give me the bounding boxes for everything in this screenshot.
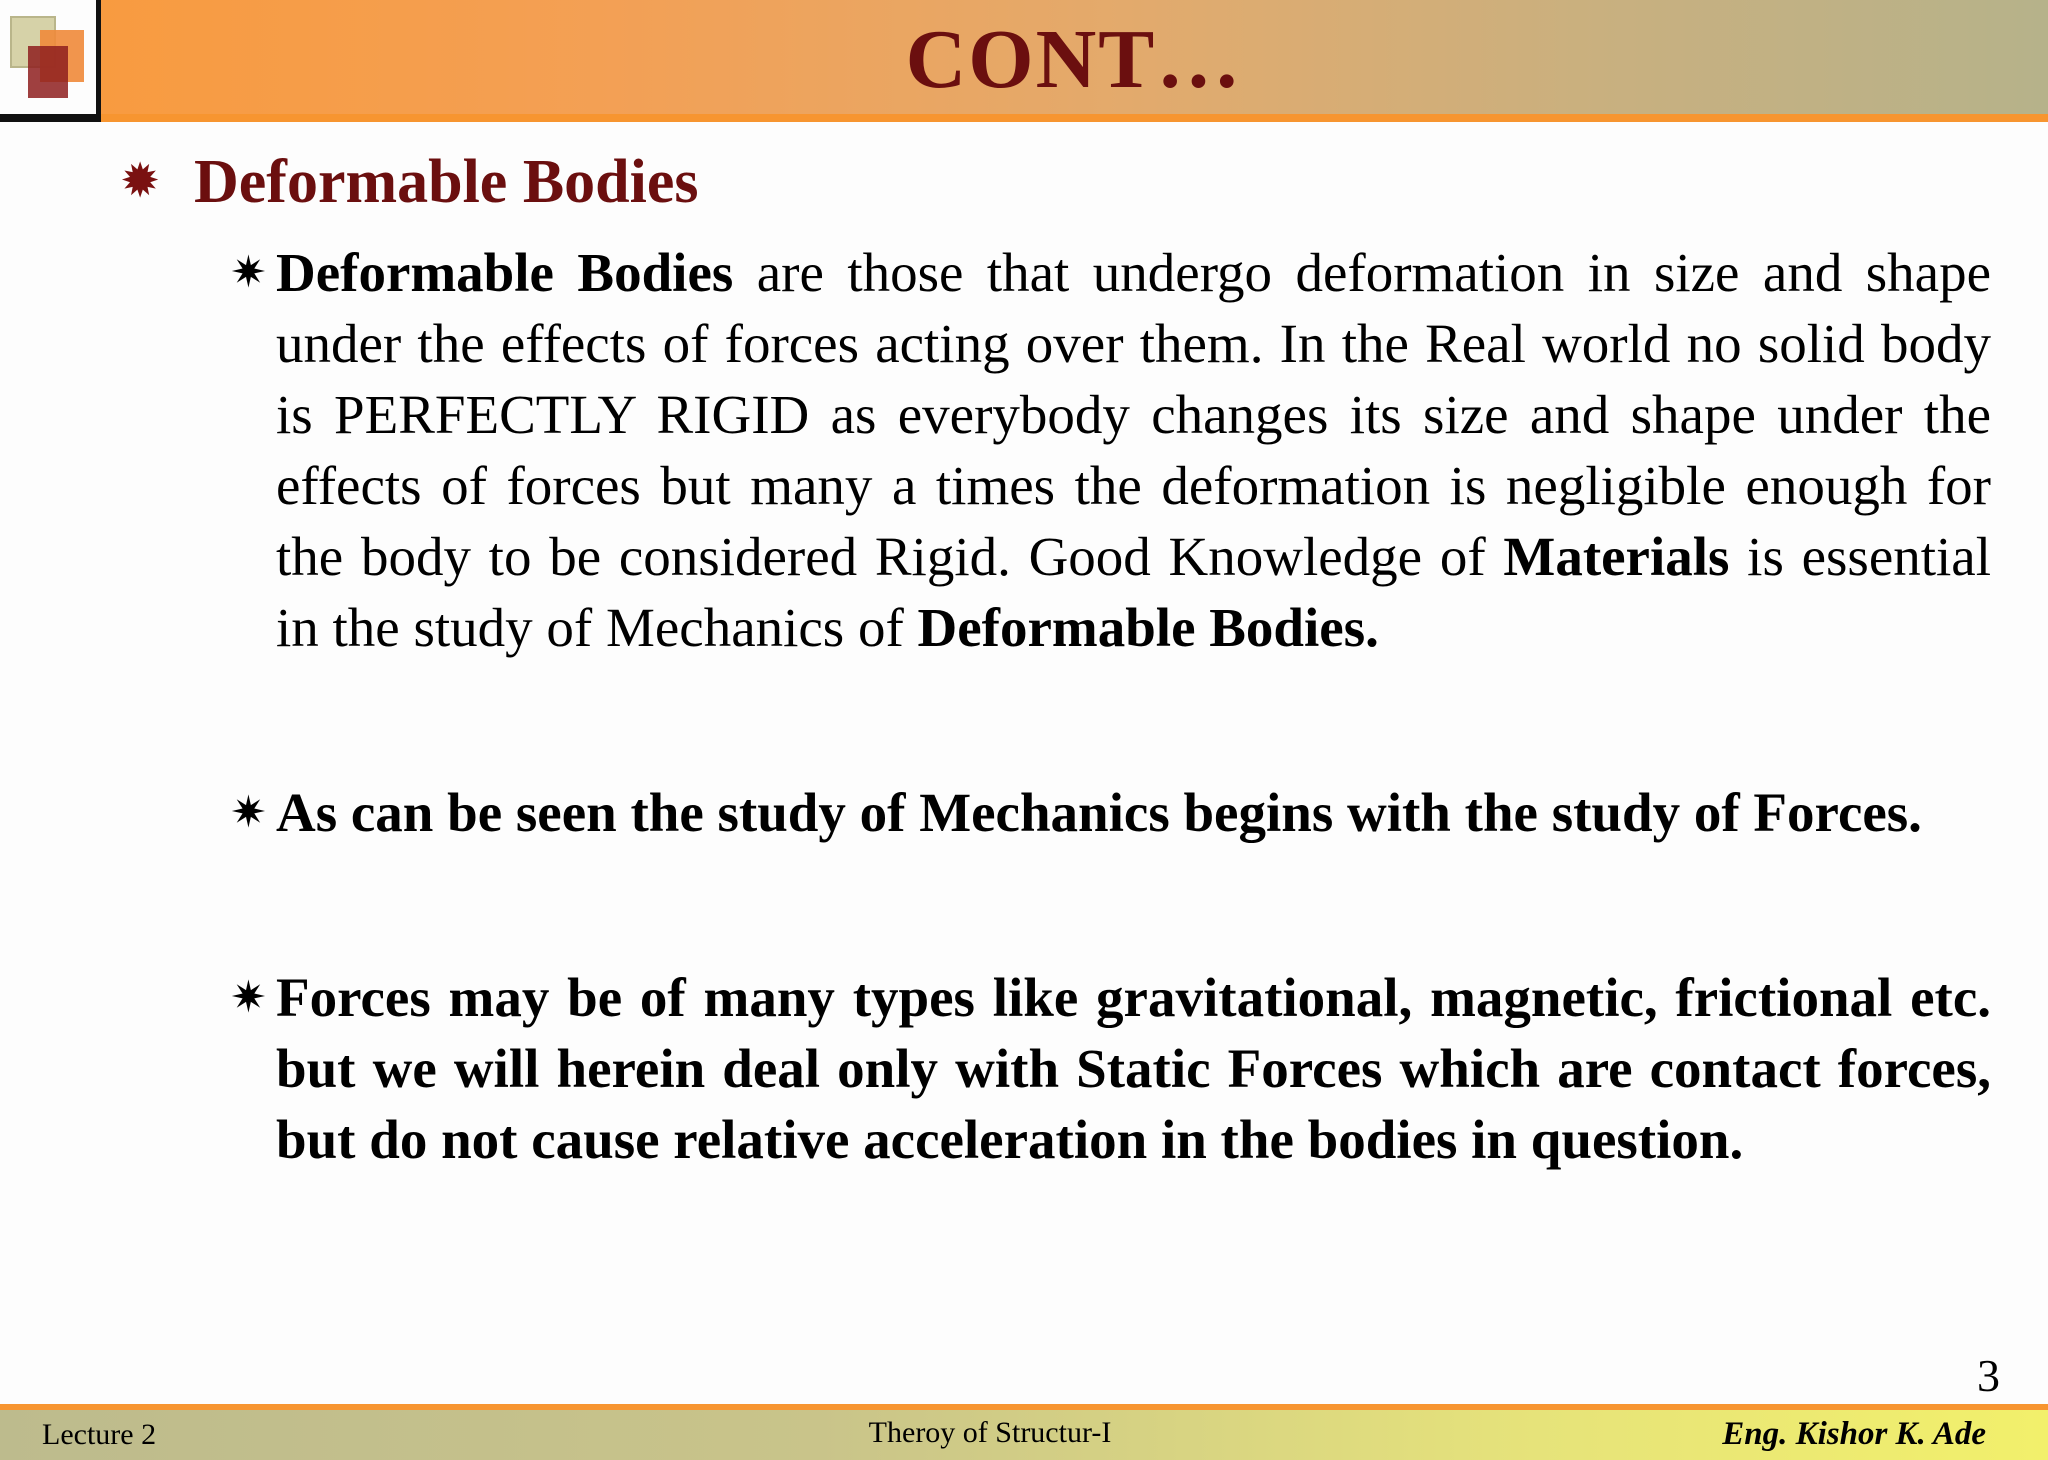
page-number: 3	[1977, 1350, 2000, 1401]
text-run: Materials	[1503, 526, 1730, 587]
paragraph-study-of-forces: As can be seen the study of Mechanics begins with the study of Forces.	[276, 782, 1922, 843]
header-underline	[0, 114, 100, 122]
slide-heading: Deformable Bodies	[194, 148, 699, 216]
slide-title: CONT…	[905, 13, 1243, 106]
header-stripe	[0, 114, 2048, 122]
text-run: Deformable Bodies.	[917, 597, 1379, 658]
logo-square-maroon	[28, 46, 68, 98]
text-run: are those that undergo deformation in size and shape under the effects of forces acting over them. In the Real world no solid body is PERFECTLY RIGID as everybody changes its size and shape under the effects of forces but many a times the deformation is negligible enough for the body to be considered Rigid. Good Knowledge of	[276, 242, 1991, 587]
bullet-icon: ✷	[230, 973, 267, 1022]
paragraph-types-of-forces: Forces may be of many types like gravitational, magnetic, frictional etc. but we will herein deal only with Static Forces which are contact forces, but do not cause relative acceleration in the bodies in question.	[276, 967, 1991, 1170]
footer-lecture: Lecture 2	[42, 1418, 157, 1451]
bullet-icon: ✷	[230, 248, 267, 297]
logo-area	[0, 0, 100, 114]
heading-bullet-icon: ✹	[120, 155, 161, 208]
footer-author: Eng. Kishor K. Ade	[1722, 1416, 1986, 1452]
text-run: is essential in the study of Mechanics of	[276, 526, 1991, 658]
paragraph-deformable-bodies	[276, 237, 1991, 663]
footer-course-title: Theroy of Structur-I	[868, 1416, 1112, 1449]
text-run: Deformable Bodies	[276, 242, 734, 303]
bullet-icon: ✷	[230, 788, 267, 837]
